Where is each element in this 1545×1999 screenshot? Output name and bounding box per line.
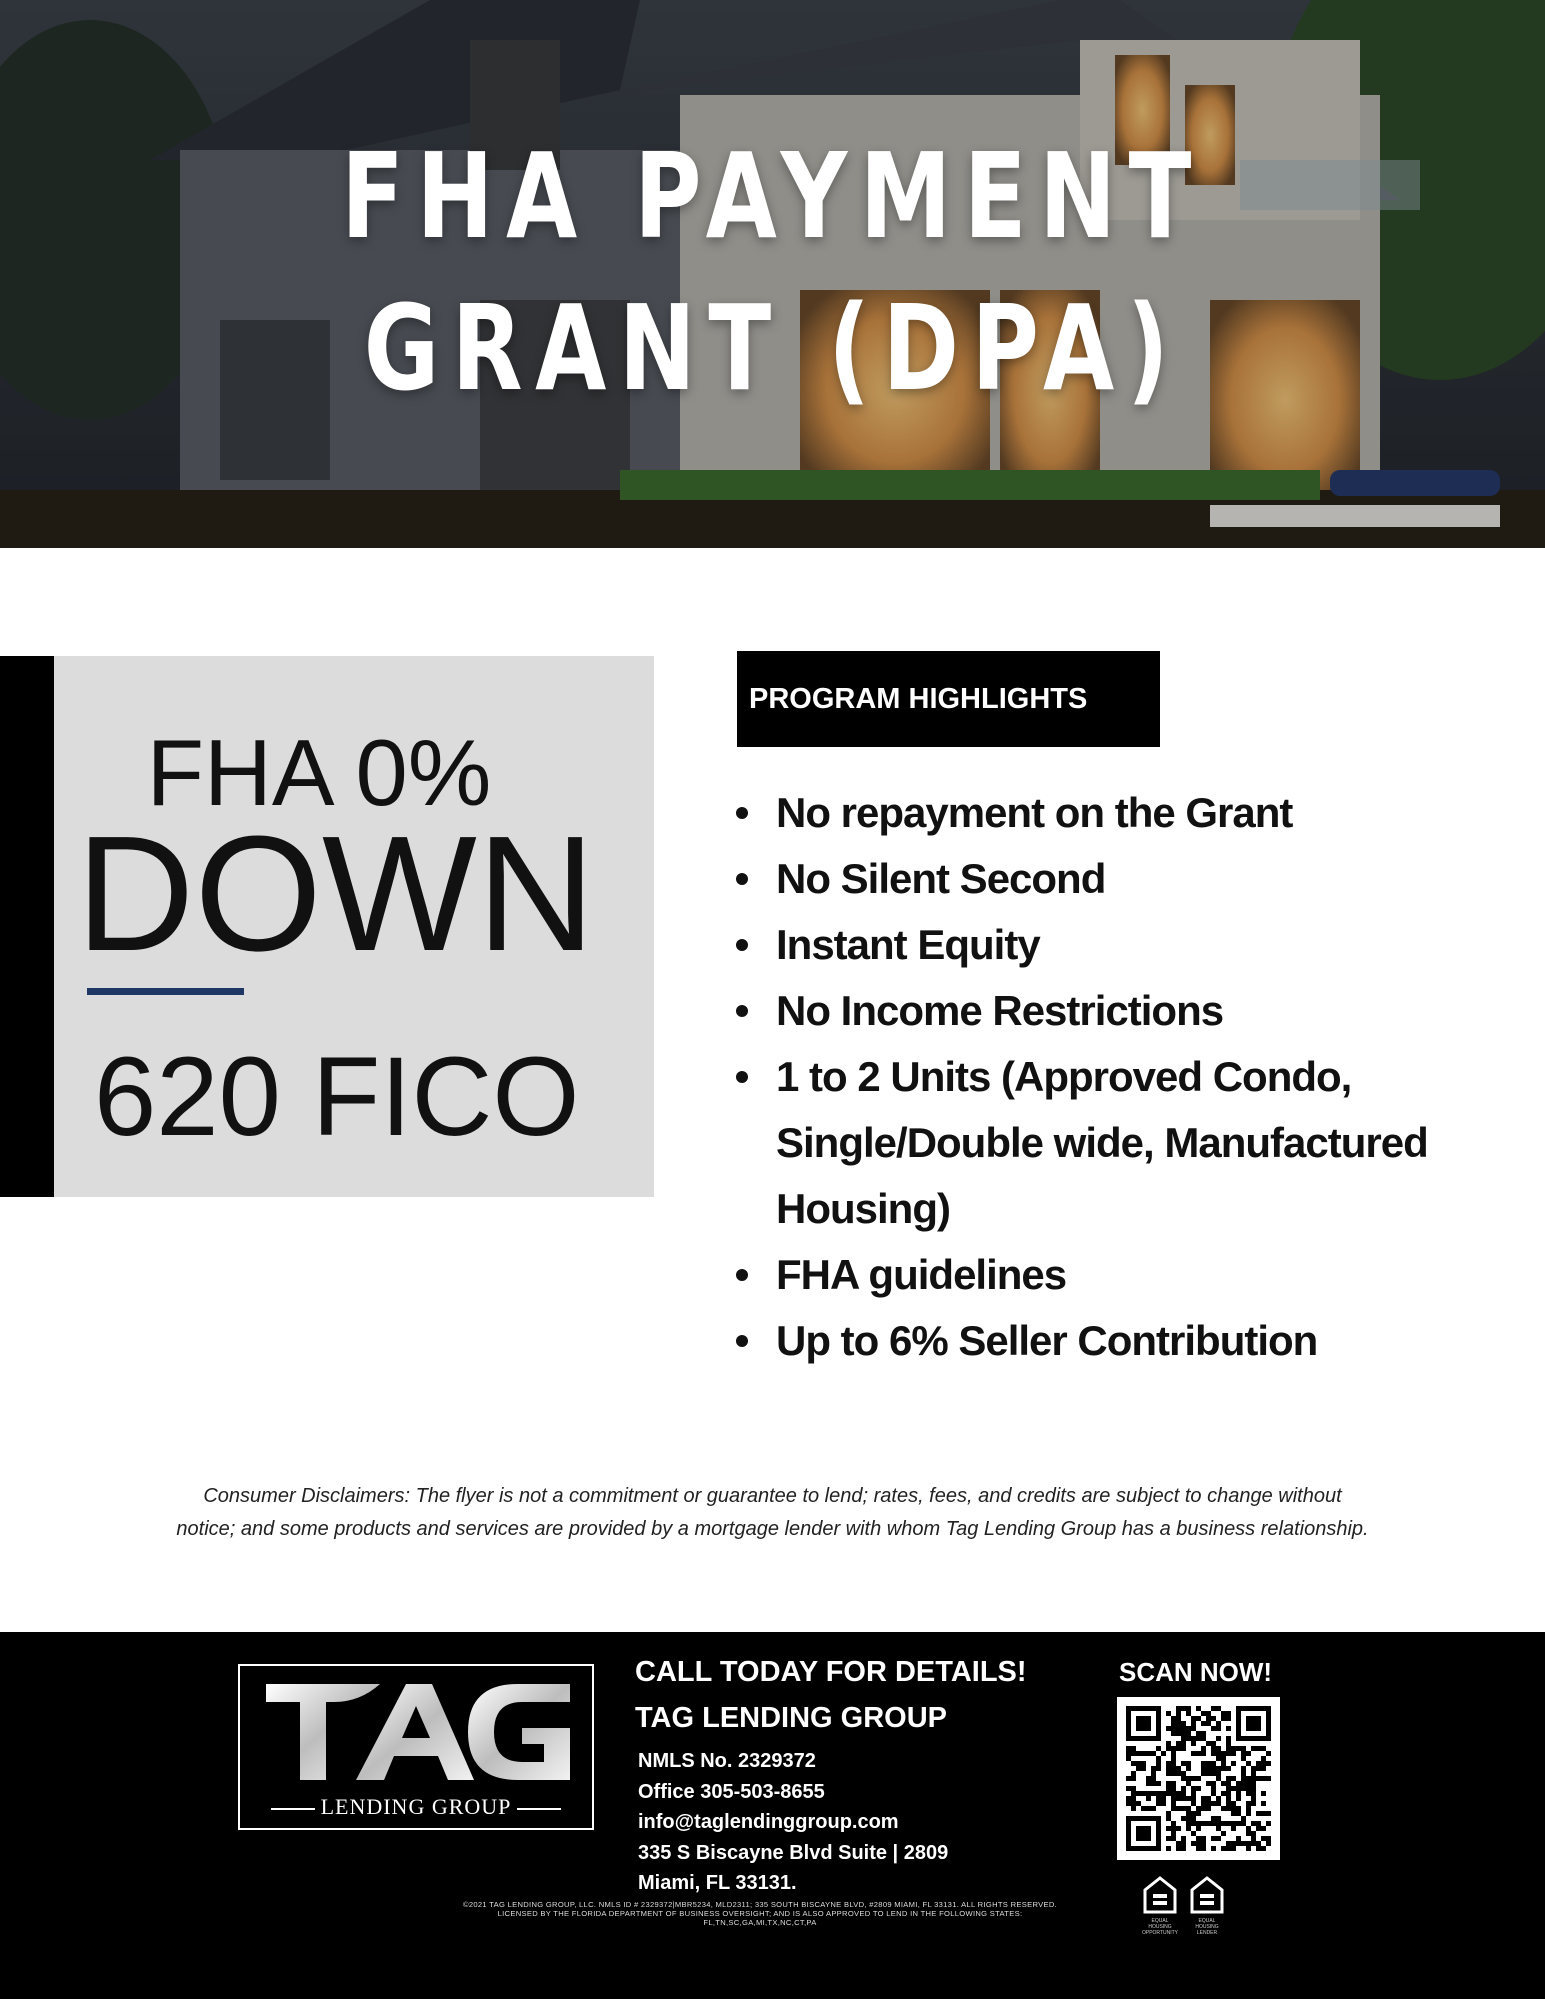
company-name: TAG LENDING GROUP (635, 1702, 948, 1734)
bullet-icon (736, 1071, 748, 1083)
list-item-text: Up to 6% Seller Contribution (776, 1317, 1318, 1364)
nmls-number: NMLS No. 2329372 (638, 1750, 816, 1772)
bullet-icon (736, 1269, 748, 1281)
qr-code-icon (1117, 1697, 1280, 1860)
offer-divider (87, 988, 244, 995)
hero-title-line-1: FHA PAYMENT (341, 127, 1204, 265)
call-to-action: CALL TODAY FOR DETAILS! (635, 1656, 1027, 1688)
highlights-header: PROGRAM HIGHLIGHTS (737, 651, 1160, 747)
qr-code[interactable] (1117, 1697, 1280, 1860)
tag-logo-mark (260, 1676, 576, 1788)
bullet-icon (736, 939, 748, 951)
list-item-text: FHA guidelines (776, 1251, 1067, 1298)
ehl-label: EQUAL HOUSING LENDER (1195, 1918, 1219, 1936)
logo-rule-right (517, 1808, 561, 1810)
disclaimer-line-1: Consumer Disclaimers: The flyer is not a commitment or guarantee to lend; rates, fees, and credits are subject to change without (203, 1485, 1342, 1507)
equal-housing-lender-icon (1190, 1876, 1224, 1916)
legal-line-2: LICENSED BY THE FLORIDA DEPARTMENT OF BUSINESS OVERSIGHT; AND IS ALSO APPROVED TO LEND IN THE FOLLOWING STATES: (497, 1909, 1023, 1918)
list-item-text: No repayment on the Grant (776, 789, 1293, 836)
address-line-2: Miami, FL 33131. (638, 1872, 797, 1894)
tag-logo (238, 1664, 594, 1830)
contact-info (638, 1746, 948, 1899)
list-item (730, 978, 1530, 1044)
list-item (730, 1044, 1496, 1242)
bullet-icon (736, 1005, 748, 1017)
consumer-disclaimer (120, 1480, 1425, 1546)
list-item (730, 1308, 1530, 1374)
offer-box (54, 656, 654, 1197)
office-phone[interactable]: Office 305-503-8655 (638, 1780, 825, 1803)
hero-banner (0, 0, 1545, 548)
footer (0, 1632, 1545, 1999)
list-item (730, 846, 1530, 912)
offer-down: DOWN (76, 802, 596, 985)
list-item-text: Instant Equity (776, 921, 1040, 968)
logo-subtitle-text: LENDING GROUP (320, 1794, 512, 1819)
offer-fha-zero: FHA 0% (146, 720, 492, 825)
bullet-icon (736, 807, 748, 819)
offer-fico: 620 FICO (94, 1034, 580, 1159)
logo-rule-left (271, 1808, 315, 1810)
list-item (730, 912, 1530, 978)
hero-title (170, 120, 1375, 424)
bullet-icon (736, 873, 748, 885)
legal-line-1: ©2021 TAG LENDING GROUP, LLC. NMLS ID # 2329372|MBR5234, MLD2311; 335 SOUTH BISCAYNE BLVD, #2809 MIAMI, FL 33131. ALL RIGHTS RESERVED. (462, 1900, 1058, 1909)
logo-subtitle (240, 1794, 592, 1820)
list-item-text: No Income Restrictions (776, 987, 1224, 1034)
list-item-text: No Silent Second (776, 855, 1106, 902)
highlights-list (730, 780, 1530, 1374)
hero-title-line-2: GRANT (DPA) (363, 279, 1182, 417)
list-item (730, 1242, 1530, 1308)
disclaimer-line-2: notice; and some products and services are provided by a mortgage lender with whom Tag Lending Group has a business relationship. (176, 1518, 1369, 1540)
eho-label: EQUAL HOUSING OPPORTUNITY (1141, 1918, 1179, 1936)
address-line-1: 335 S Biscayne Blvd Suite | 2809 (638, 1841, 949, 1864)
equal-housing-opportunity-icon (1143, 1876, 1177, 1916)
scan-now-label: SCAN NOW! (1119, 1657, 1273, 1687)
list-item (730, 780, 1530, 846)
legal-text (380, 1900, 1140, 1927)
legal-line-3: FL,TN,SC,GA,MI,TX,NC,CT,PA (703, 1918, 817, 1927)
email-link[interactable]: info@taglendinggroup.com (638, 1811, 899, 1833)
bullet-icon (736, 1335, 748, 1347)
list-item-text: 1 to 2 Units (Approved Condo, Single/Double wide, Manufactured Housing) (776, 1053, 1428, 1232)
